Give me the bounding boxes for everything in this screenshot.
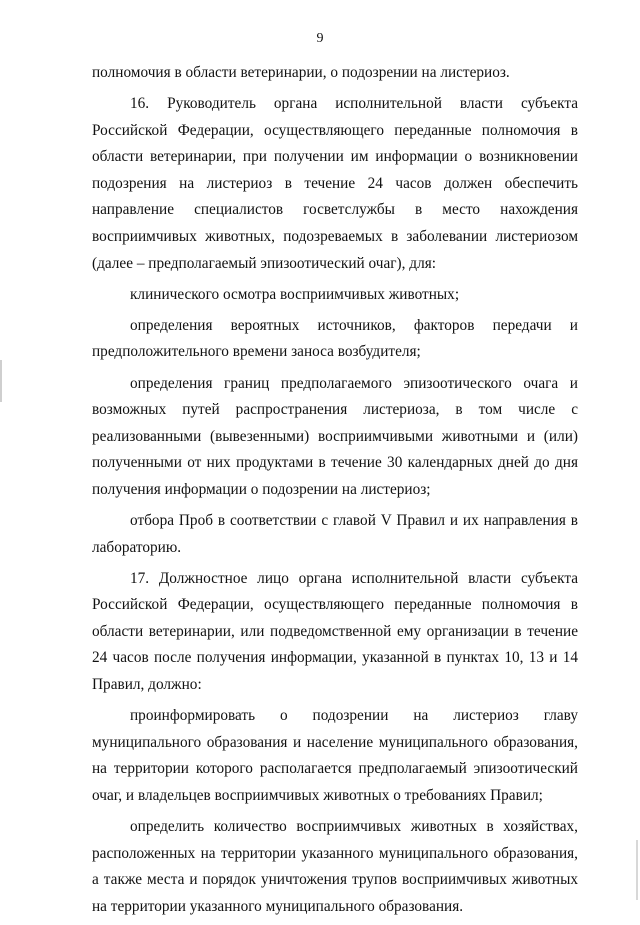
paragraph-determine: определить количество восприимчивых животных в хозяйствах, расположенных на территории указанного муниципального образования, а также места и порядок уничтожения трупов восприимчивых животных на территории указанного муниципального образования.: [92, 818, 578, 915]
paragraph-item-17: 17. Должностное лицо органа исполнительной власти субъекта Российской Федерации, осуществляющего переданные полномочия в области ветеринарии, или подведомственной ему организации в течение 24 часов после получения информации, указанной в пунктах 10, 13 и 14 Правил, должно:: [92, 569, 578, 694]
document-body: [92, 60, 578, 925]
paragraph-sources: определения вероятных источников, факторов передачи и предположительного времени заноса возбудителя;: [92, 316, 578, 361]
scan-edge-mark: [636, 840, 638, 900]
scan-edge-mark: [0, 360, 2, 402]
paragraph-clinical-exam: клинического осмотра восприимчивых животных;: [130, 285, 460, 303]
paragraph-inform: проинформировать о подозрении на листериоз главу муниципального образования и население муниципального образования, на территории которого располагается предполагаемый эпизоотический очаг, и владельцев восприимчивых животных о требованиях Правил;: [92, 707, 578, 804]
paragraph-sampling: отбора Проб в соответствии с главой V Правил и их направления в лабораторию.: [92, 512, 578, 556]
paragraph-boundaries: определения границ предполагаемого эпизоотического очага и возможных путей распространения листериоза, в том числе с реализованными (вывезенными) восприимчивыми животными и (или) полученными от них продуктами в течение 30 календарных дней до дня получения информации о подозрении на листериоз;: [92, 374, 578, 498]
paragraph-continuation: полномочия в области ветеринарии, о подозрении на листериоз.: [92, 64, 510, 81]
paragraph-item-16: 16. Руководитель органа исполнительной власти субъекта Российской Федерации, осуществляющего переданные полномочия в области ветеринарии, при получении им информации о возникновении подозрения на листериоз в течение 24 часов должен обеспечить направление специалистов госветслужбы в место нахождения восприимчивых животных, подозреваемых в заболевании листериозом (далее – предполагаемый эпизоотический очаг), для:: [92, 95, 578, 272]
page-number: 9: [316, 31, 324, 46]
